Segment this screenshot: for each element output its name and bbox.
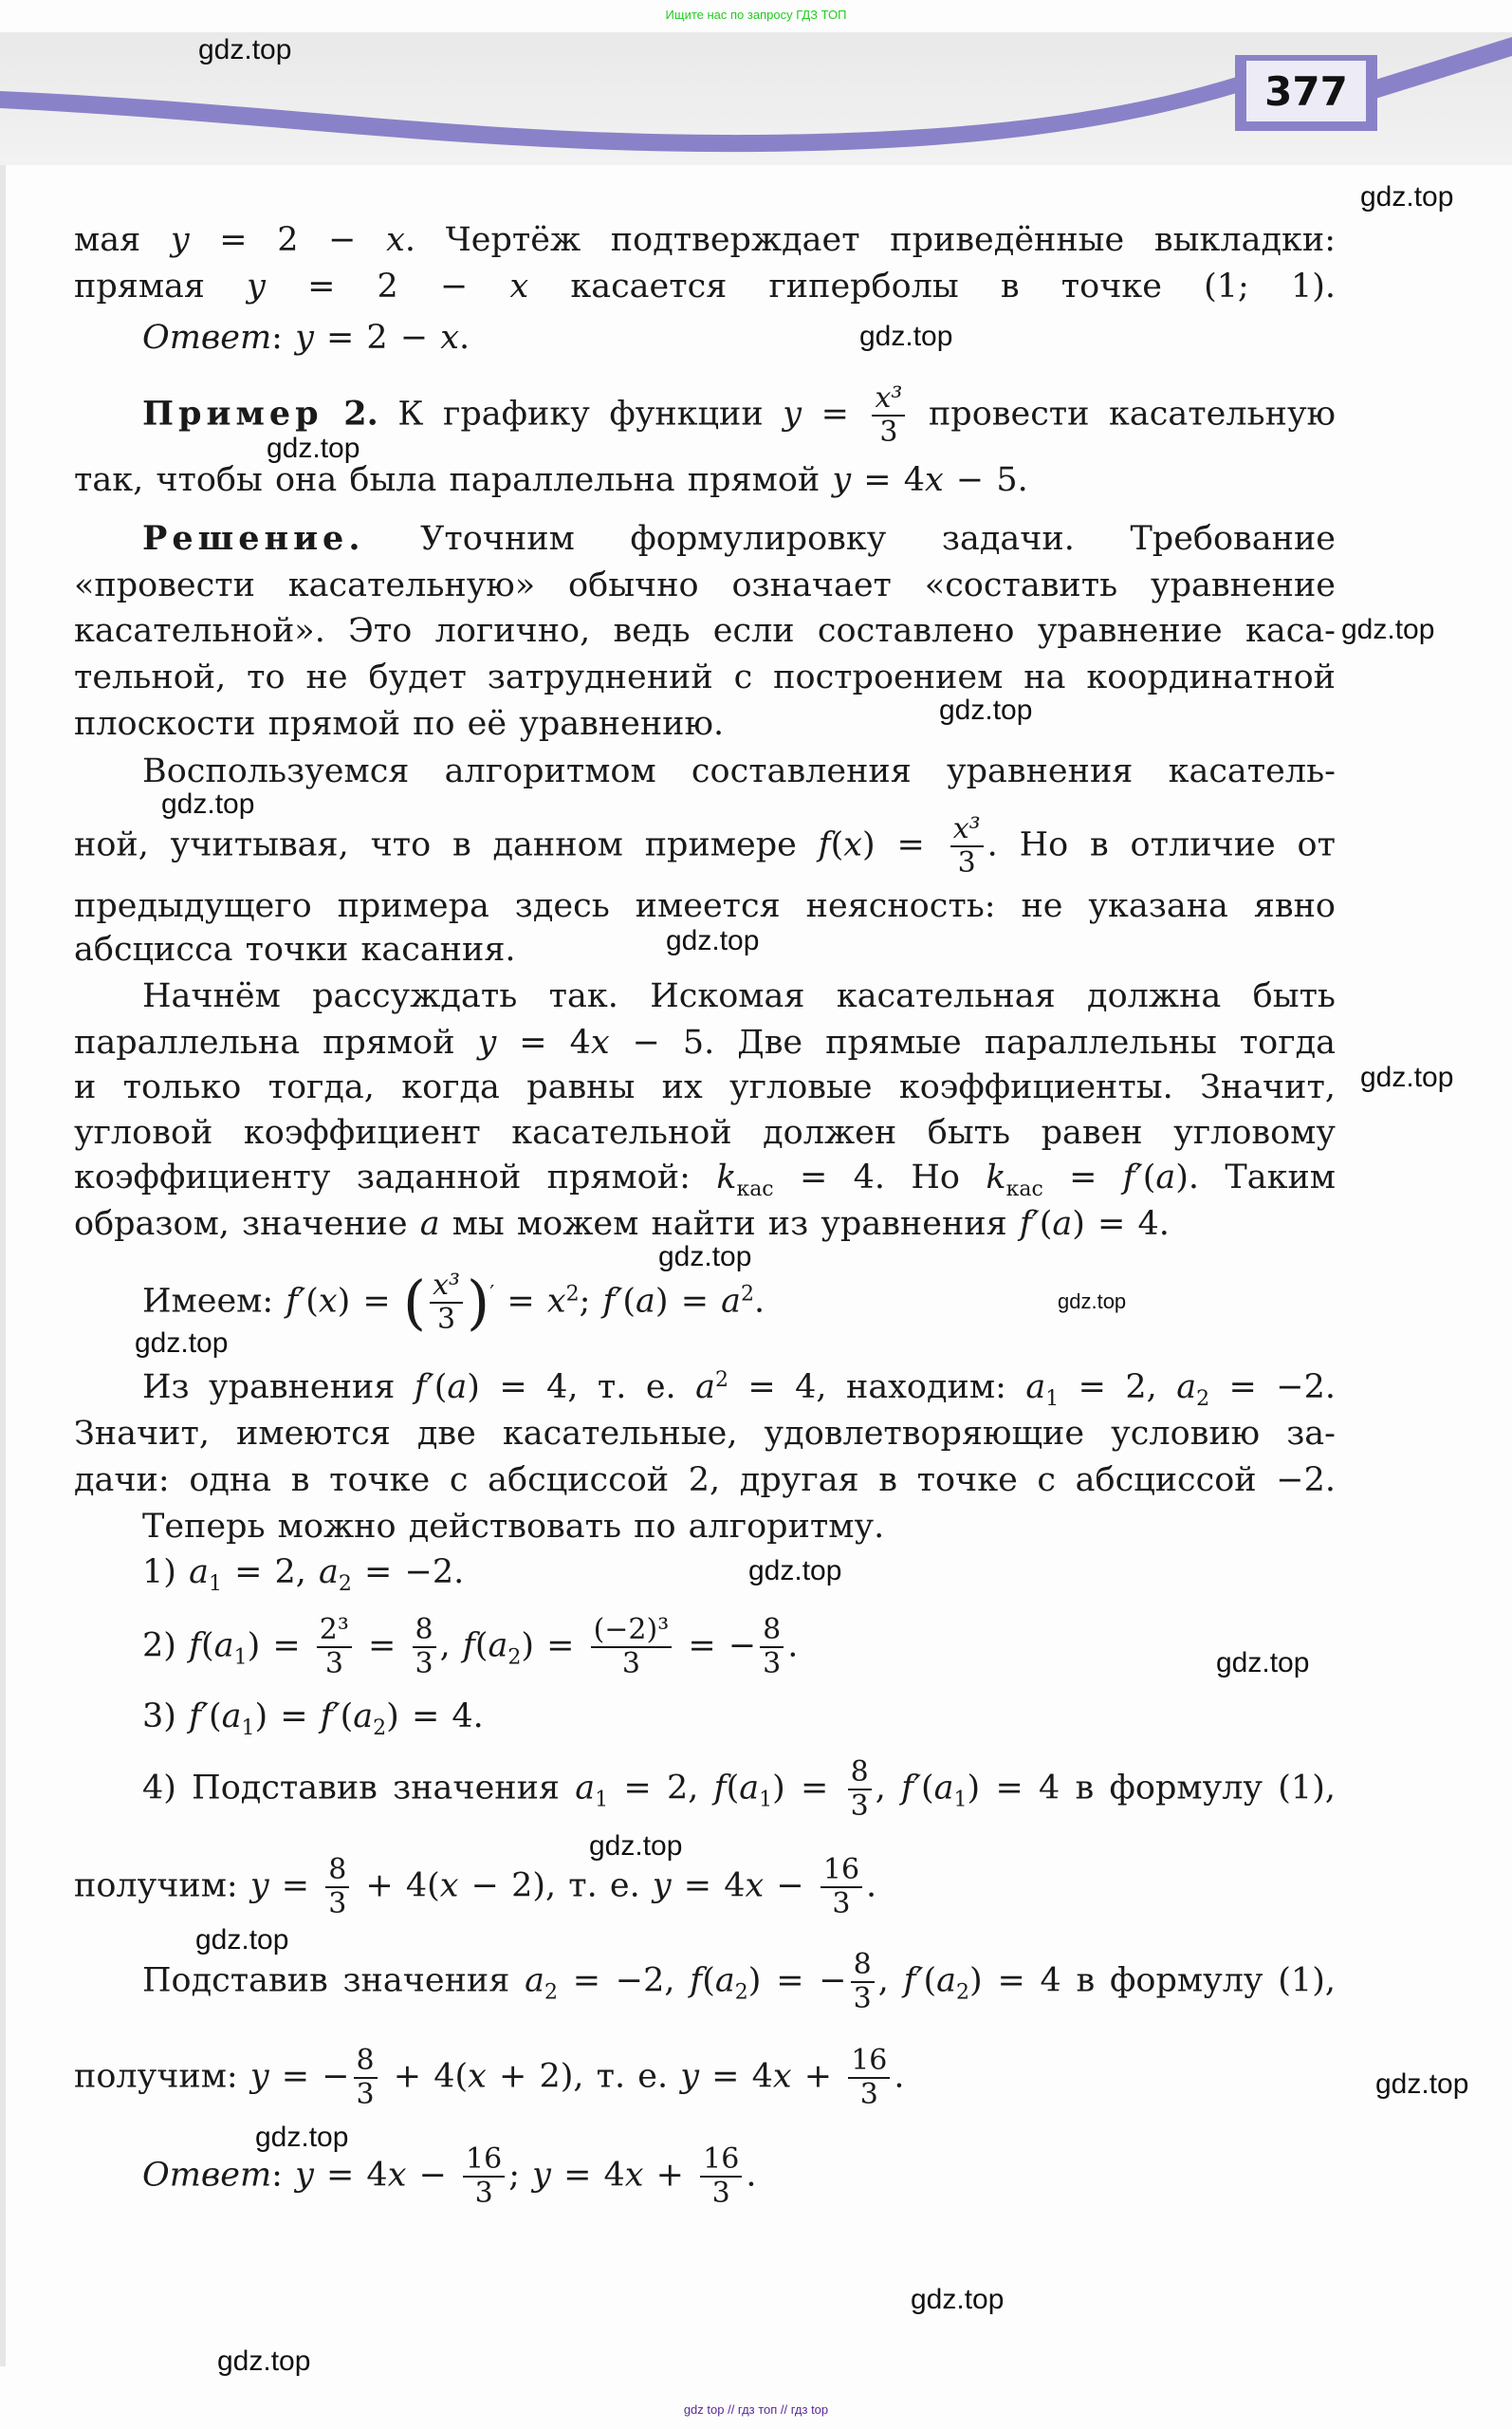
text-span: ) = xyxy=(862,825,947,864)
math-italic: a xyxy=(575,1769,596,1808)
text-span: . xyxy=(787,1626,799,1665)
numerator: x³ xyxy=(430,1271,463,1304)
text-span: − 5. xyxy=(943,461,1028,499)
math-italic: y xyxy=(170,221,190,259)
fraction xyxy=(430,1271,463,1334)
denominator: 3 xyxy=(474,2177,493,2210)
math-italic: a xyxy=(1025,1368,1046,1406)
text-span: + xyxy=(643,2156,697,2195)
denominator: 3 xyxy=(711,2177,730,2210)
text-line xyxy=(142,1361,1336,1414)
text-span: абсцисса точки касания. xyxy=(74,931,516,969)
math-italic: y xyxy=(832,461,852,499)
watermark: gdz.top xyxy=(1216,1647,1310,1678)
text-span: ( xyxy=(622,1282,636,1321)
text-span: + xyxy=(791,2057,845,2096)
text-span: ( xyxy=(830,825,844,864)
watermark: gdz.top xyxy=(1360,181,1454,213)
text-span: ) = xyxy=(655,1282,722,1321)
text-span: = 2, xyxy=(1059,1368,1177,1406)
text-span: . Чертёж подтверждает приведённые выкладки: xyxy=(404,221,1336,259)
denominator: 3 xyxy=(356,2078,375,2111)
numerator: x³ xyxy=(872,384,905,417)
math-italic: f′ xyxy=(286,1282,306,1321)
text-line xyxy=(74,454,1336,507)
numerator: x³ xyxy=(950,815,984,847)
math-italic: f′ xyxy=(903,1961,924,2000)
text-span: ( xyxy=(474,1626,489,1665)
math-italic: k xyxy=(986,1159,1006,1196)
math-italic: a xyxy=(447,1368,468,1406)
text-line xyxy=(74,2044,1336,2111)
text-span: = xyxy=(802,395,869,434)
math-italic: a xyxy=(714,1961,735,2000)
text-span: = 4 xyxy=(851,461,925,499)
math-italic: f′ xyxy=(189,1697,209,1735)
text-span: ; xyxy=(579,1282,603,1321)
text-line xyxy=(142,311,1336,364)
fraction xyxy=(872,381,905,449)
text-span: + 2), т. е. xyxy=(486,2057,681,2096)
text-line xyxy=(74,213,1336,267)
text-span: угловой коэффициент касательной должен быть равен угловому xyxy=(74,1114,1336,1152)
math-sub: кас xyxy=(736,1177,774,1201)
text-span: ( xyxy=(340,1697,354,1735)
math-italic: x xyxy=(468,2057,487,2096)
math-italic: a xyxy=(1155,1159,1176,1196)
math-italic: x xyxy=(590,1024,610,1062)
page-edge xyxy=(0,165,6,2366)
text-span: Начнём рассуждать так. Искомая касательная должна быть xyxy=(142,977,1336,1015)
text-span: , xyxy=(875,1769,902,1808)
math-italic: x xyxy=(546,1282,566,1321)
watermark: gdz.top xyxy=(939,695,1033,726)
math-italic: a xyxy=(353,1697,374,1735)
text-span: = 4, находим: xyxy=(728,1368,1026,1406)
math-sub: 2 xyxy=(956,1980,970,2005)
math-sub: 1 xyxy=(233,1645,248,1670)
page-number-box xyxy=(1235,55,1377,131)
numerator: 8 xyxy=(760,1616,784,1648)
math-italic: a xyxy=(213,1626,234,1665)
watermark: gdz.top xyxy=(135,1327,229,1359)
text-span: = − xyxy=(675,1626,757,1665)
math-italic: y xyxy=(249,1866,269,1905)
text-span: = −2. xyxy=(1209,1368,1336,1406)
math-italic: x xyxy=(386,221,405,259)
watermark: gdz.top xyxy=(589,1830,683,1862)
denominator: 3 xyxy=(859,2078,878,2111)
text-span: Из уравнения xyxy=(142,1368,415,1406)
text-span: = −2. xyxy=(351,1553,465,1591)
text-span: ( xyxy=(1039,1205,1053,1243)
text-span: , xyxy=(439,1626,463,1665)
text-span: Воспользуемся алгоритмом составления уравнения касатель- xyxy=(142,752,1336,790)
math-italic: a xyxy=(189,1553,209,1591)
text-span: Значит, имеются две касательные, удовлетворяющие условию за- xyxy=(74,1415,1336,1453)
text-line xyxy=(142,1546,1336,1599)
fraction xyxy=(591,1613,673,1680)
text-span: К графику функции xyxy=(378,395,784,434)
math-italic: x xyxy=(439,1866,459,1905)
text-line xyxy=(74,1407,1336,1460)
text-span: + 4( xyxy=(353,1866,440,1905)
text-span: ) = 4, т. е. xyxy=(467,1368,696,1406)
fraction xyxy=(821,1853,862,1920)
math-italic: Ответ xyxy=(142,319,272,357)
text-span: образом, значение xyxy=(74,1205,420,1243)
math-sub: 2 xyxy=(338,1572,352,1596)
text-span: ) = 4 в формулу (1), xyxy=(967,1769,1336,1808)
fraction xyxy=(760,1613,784,1680)
math-italic: x xyxy=(925,461,944,499)
math-italic: a xyxy=(319,1553,339,1591)
watermark: gdz.top xyxy=(1375,2068,1469,2100)
math-sub: 2 xyxy=(1196,1387,1210,1411)
text-span: параллельна прямой xyxy=(74,1024,478,1062)
math-italic: y xyxy=(247,268,266,306)
watermark: gdz.top xyxy=(859,321,953,352)
math-italic: a xyxy=(525,1961,544,2000)
math-b: 2. xyxy=(323,394,378,434)
math-italic: f xyxy=(189,1626,202,1665)
text-span: мы можем найти из уравнения xyxy=(439,1205,1020,1243)
top-search-note: Ищите нас по запросу ГДЗ ТОП xyxy=(665,8,847,22)
denominator: 3 xyxy=(621,1647,640,1680)
math-big: ( xyxy=(402,1268,427,1337)
text-span: − 5. Две прямые параллельны тогда xyxy=(609,1024,1336,1062)
math-italic: y xyxy=(783,395,802,434)
numerator: 8 xyxy=(325,1856,349,1888)
denominator: 3 xyxy=(879,416,898,449)
text-span: предыдущего примера здесь имеется неясность: не указана явно xyxy=(74,887,1336,925)
text-span: = 2 − xyxy=(189,221,387,259)
fraction xyxy=(354,2044,378,2111)
denominator: 3 xyxy=(957,846,976,880)
text-span: ) = xyxy=(247,1626,313,1665)
text-span: ( xyxy=(702,1961,715,2000)
text-span: = xyxy=(268,1866,323,1905)
text-span: − xyxy=(406,2156,460,2195)
math-italic: a xyxy=(636,1282,655,1321)
text-span: плоскости прямой по её уравнению. xyxy=(74,705,725,743)
text-span: = − xyxy=(268,2057,350,2096)
math-italic: f′ xyxy=(602,1282,623,1321)
text-span: = −2, xyxy=(557,1961,691,2000)
text-line xyxy=(74,1151,1336,1204)
text-span: ). Таким xyxy=(1175,1159,1337,1196)
math-italic: a xyxy=(1052,1205,1073,1243)
math-italic: f′ xyxy=(414,1368,434,1406)
fraction xyxy=(317,1613,352,1680)
text-span: дачи: одна в точке с абсциссой 2, другая в точке с абсциссой −2. xyxy=(74,1461,1336,1499)
text-span: 3) xyxy=(142,1697,190,1735)
math-sp: Пример xyxy=(142,394,323,434)
denominator: 3 xyxy=(324,1647,343,1680)
text-span: = 4 xyxy=(699,2057,773,2096)
math-sub: 1 xyxy=(208,1572,222,1596)
text-span: ( xyxy=(921,1769,934,1808)
text-span: прямая xyxy=(74,268,248,306)
math-sub: 2 xyxy=(373,1716,387,1740)
text-span: ) = − xyxy=(747,1961,847,2000)
math-italic: a xyxy=(695,1368,715,1406)
math-italic: x xyxy=(843,825,863,864)
denominator: 3 xyxy=(850,1789,869,1823)
text-span: ) = xyxy=(254,1697,321,1735)
text-span: = xyxy=(494,1282,547,1321)
text-span: мая xyxy=(74,221,171,259)
text-span: . xyxy=(754,1282,765,1321)
text-span: = 2 − xyxy=(313,319,441,357)
math-italic: a xyxy=(721,1282,742,1321)
numerator: 8 xyxy=(851,1951,875,1983)
numerator: 16 xyxy=(700,2145,742,2178)
text-span: = xyxy=(355,1626,409,1665)
text-span: ( xyxy=(923,1961,937,2000)
math-italic: x xyxy=(624,2156,644,2195)
text-span: ( xyxy=(433,1368,448,1406)
math-sub: 1 xyxy=(953,1788,968,1812)
text-span: . xyxy=(894,2057,905,2096)
fraction xyxy=(463,2142,505,2210)
watermark: gdz.top xyxy=(198,34,292,65)
math-italic: y xyxy=(477,1024,497,1062)
text-line xyxy=(74,1853,1336,1920)
watermark: gdz.top xyxy=(1360,1062,1454,1093)
text-span: : xyxy=(271,2156,296,2195)
watermark: gdz.top xyxy=(195,1924,289,1956)
math-sub: 1 xyxy=(759,1788,773,1812)
math-italic: Ответ xyxy=(142,2156,272,2195)
text-span: Уточним формулировку задачи. Требование xyxy=(364,520,1336,558)
watermark: gdz.top xyxy=(1341,614,1435,645)
text-span: = 2 − xyxy=(265,268,510,306)
text-span: ) = xyxy=(337,1282,403,1321)
text-span: . Но в отличие от xyxy=(986,825,1336,864)
text-span: ) = xyxy=(772,1769,844,1808)
text-line xyxy=(142,745,1336,798)
text-span: провести касательную xyxy=(909,395,1337,434)
text-span: . xyxy=(866,1866,877,1905)
math-italic: y xyxy=(295,319,314,357)
text-span: . xyxy=(459,319,470,357)
numerator: 16 xyxy=(463,2145,505,2178)
text-span: ( xyxy=(1142,1159,1156,1196)
math-italic: a xyxy=(739,1769,760,1808)
math-italic: y xyxy=(532,2156,551,2195)
text-span: и только тогда, когда равны их угловые коэффициенты. Значит, xyxy=(74,1068,1336,1106)
math-italic: x xyxy=(772,2057,792,2096)
math-italic: y xyxy=(652,1866,672,1905)
numerator: 2³ xyxy=(317,1616,352,1648)
text-span: = 4 xyxy=(313,2156,388,2195)
text-span: ( xyxy=(305,1282,319,1321)
text-line xyxy=(142,512,1336,566)
text-span: Имеем: xyxy=(142,1282,286,1321)
fraction xyxy=(851,1948,875,2015)
text-line xyxy=(142,1755,1336,1823)
text-span: , xyxy=(877,1961,904,2000)
text-line xyxy=(142,1268,1336,1337)
text-line xyxy=(74,812,1336,880)
math-sub: 1 xyxy=(241,1716,255,1740)
numerator: (−2)³ xyxy=(591,1616,673,1648)
text-line xyxy=(142,1948,1336,2015)
text-span: ной, учитывая, что в данном примере xyxy=(74,825,819,864)
page-number: 377 xyxy=(1246,61,1366,121)
math-sub: 2 xyxy=(734,1980,748,2005)
text-span: + 4( xyxy=(380,2057,469,2096)
math-italic: a xyxy=(221,1697,242,1735)
denominator: 3 xyxy=(763,1647,782,1680)
denominator: 3 xyxy=(853,1982,872,2015)
numerator: 8 xyxy=(413,1616,436,1648)
watermark: gdz.top xyxy=(666,925,760,956)
math-italic: f′ xyxy=(1019,1205,1040,1243)
math-sub: 1 xyxy=(1045,1387,1060,1411)
text-span: получим: xyxy=(74,2057,250,2096)
text-line xyxy=(74,1454,1336,1507)
text-span: 4) Подставив значения xyxy=(142,1769,576,1808)
watermark: gdz.top xyxy=(911,2284,1005,2315)
text-span: = xyxy=(1042,1159,1123,1196)
math-italic: y xyxy=(249,2057,269,2096)
watermark: gdz.top xyxy=(748,1555,842,1586)
math-sub: 2 xyxy=(544,1980,558,2005)
text-line xyxy=(74,651,1336,704)
math-italic: f′ xyxy=(1122,1159,1143,1196)
text-span: получим: xyxy=(74,1866,250,1905)
text-span: = 4 xyxy=(550,2156,625,2195)
math-big: ) xyxy=(467,1268,490,1337)
math-italic: x xyxy=(745,1866,765,1905)
math-sub: кас xyxy=(1005,1177,1043,1201)
fraction xyxy=(325,1853,349,1920)
math-italic: f′ xyxy=(901,1769,922,1808)
watermark: gdz.top xyxy=(161,788,255,820)
denominator: 3 xyxy=(415,1647,433,1680)
numerator: 8 xyxy=(354,2047,378,2079)
math-italic: a xyxy=(1176,1368,1197,1406)
math-italic: f xyxy=(818,825,831,864)
math-sp: Решение. xyxy=(142,519,365,558)
watermark: gdz.top xyxy=(255,2122,349,2153)
text-span: − xyxy=(764,1866,817,1905)
watermark: gdz.top xyxy=(658,1241,752,1272)
text-span: . xyxy=(746,2156,757,2195)
watermark: gdz.top xyxy=(1058,1289,1127,1313)
text-span: «провести касательную» обычно означает «составить уравнение xyxy=(74,566,1336,604)
text-span: касательной». Это логично, ведь если составлено уравнение каса- xyxy=(74,612,1336,650)
text-span: = 2, xyxy=(608,1769,714,1808)
text-line xyxy=(142,1690,1336,1743)
math-italic: x xyxy=(387,2156,407,2195)
denominator: 3 xyxy=(832,1887,851,1920)
math-italic: a xyxy=(488,1626,508,1665)
text-span: ) = 4. xyxy=(386,1697,484,1735)
text-span: касается гиперболы в точке (1; 1). xyxy=(528,268,1337,306)
watermark: gdz.top xyxy=(267,433,360,464)
numerator: 16 xyxy=(848,2047,890,2079)
math-italic: f xyxy=(690,1961,703,2000)
text-line xyxy=(142,1613,1336,1680)
text-span: коэффициенту заданной прямой: xyxy=(74,1159,717,1196)
math-italic: f xyxy=(713,1769,727,1808)
watermark: gdz.top xyxy=(217,2346,311,2377)
math-sup: 2 xyxy=(714,1368,728,1392)
text-line xyxy=(142,970,1336,1023)
text-line xyxy=(74,604,1336,658)
denominator: 3 xyxy=(328,1887,347,1920)
math-italic: x xyxy=(318,1282,338,1321)
bottom-note: gdz top // гдз топ // гдз top xyxy=(683,2402,829,2417)
text-span: − 2), т. е. xyxy=(458,1866,653,1905)
math-italic: a xyxy=(419,1205,440,1243)
math-sub: 2 xyxy=(507,1645,522,1670)
fraction xyxy=(950,812,984,880)
text-span: тельной, то не будет затруднений с построением на координатной xyxy=(74,658,1336,696)
text-span: ( xyxy=(726,1769,740,1808)
text-span: так, чтобы она была параллельна прямой xyxy=(74,461,833,499)
text-span: Подставив значения xyxy=(142,1961,526,2000)
math-sup: ′ xyxy=(489,1282,495,1307)
text-span: ( xyxy=(201,1626,214,1665)
math-sup: 2 xyxy=(741,1282,755,1307)
fraction xyxy=(700,2142,742,2210)
text-span: ) = 4 в формулу (1), xyxy=(969,1961,1336,2000)
text-span: = 2, xyxy=(221,1553,320,1591)
text-span: : xyxy=(271,319,296,357)
math-italic: y xyxy=(295,2156,314,2195)
text-span: = 4 xyxy=(496,1024,591,1062)
fraction xyxy=(413,1613,436,1680)
math-italic: a xyxy=(933,1769,954,1808)
denominator: 3 xyxy=(437,1303,456,1336)
text-span: Теперь можно действовать по алгоритму. xyxy=(142,1508,885,1546)
math-italic: f xyxy=(462,1626,475,1665)
text-span: ( xyxy=(208,1697,222,1735)
math-italic: f′ xyxy=(320,1697,341,1735)
math-italic: x xyxy=(440,319,460,357)
math-italic: y xyxy=(680,2057,699,2096)
text-span: 2) xyxy=(142,1626,190,1665)
text-span: 1) xyxy=(142,1553,190,1591)
numerator: 16 xyxy=(821,1856,862,1888)
math-italic: k xyxy=(716,1159,737,1196)
text-line xyxy=(74,697,1336,751)
text-line xyxy=(74,260,1336,313)
fraction xyxy=(848,1755,872,1823)
text-span: ) = xyxy=(521,1626,587,1665)
math-italic: x xyxy=(509,268,529,306)
numerator: 8 xyxy=(848,1758,872,1790)
math-sup: 2 xyxy=(565,1282,580,1307)
text-span: ) = 4. xyxy=(1072,1205,1170,1243)
math-sub: 1 xyxy=(595,1788,609,1812)
text-span: = 4 xyxy=(671,1866,746,1905)
text-span: = 4. Но xyxy=(773,1159,986,1196)
fraction xyxy=(848,2044,890,2111)
text-span: ; xyxy=(508,2156,533,2195)
math-italic: a xyxy=(936,1961,957,2000)
